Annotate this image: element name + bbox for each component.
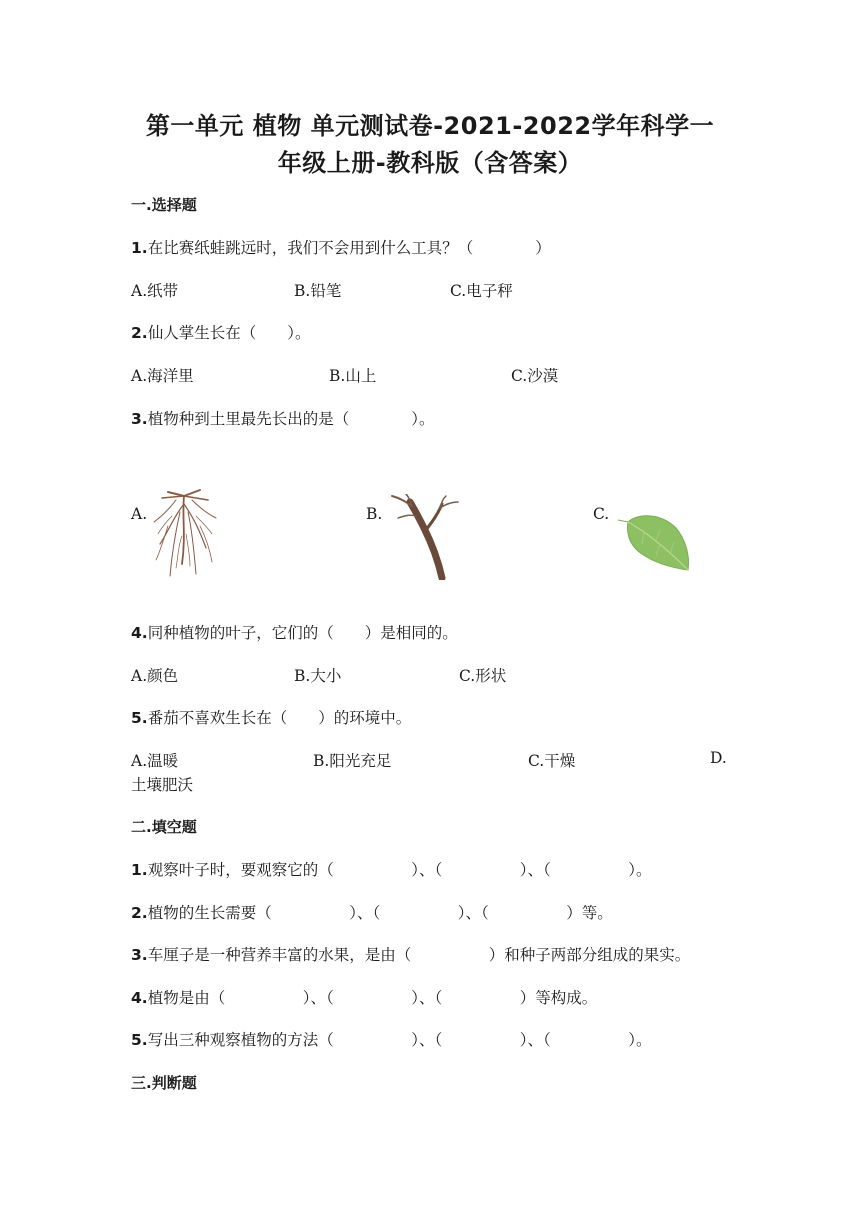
- question-2-5: [131, 1028, 651, 1050]
- question-text: 植物的生长需要（ ）、（ ）、（ ）等。: [147, 904, 613, 922]
- question-text: 同种植物的叶子，它们的（ ）是相同的。: [147, 624, 458, 642]
- option-a: A.海洋里: [131, 367, 194, 385]
- section-heading-fill: 二.填空题: [131, 818, 197, 836]
- document-title-line-2: 年级上册-教科版（含答案）: [277, 149, 583, 177]
- question-text: 仙人掌生长在（ ）。: [147, 324, 311, 342]
- option-b: B.铅笔: [294, 282, 342, 300]
- question-number: 1.: [131, 861, 148, 879]
- option-c: C.形状: [459, 667, 507, 685]
- option-c: C.: [593, 505, 610, 523]
- question-text: 番茄不喜欢生长在（ ）的环境中。: [147, 709, 412, 727]
- branch-image: [386, 494, 466, 580]
- option-b: B.大小: [294, 667, 342, 685]
- question-number: 2.: [131, 904, 148, 922]
- option-a: A.颜色: [131, 667, 179, 685]
- option-a: A.纸带: [131, 282, 179, 300]
- option-b: B.山上: [329, 367, 377, 385]
- option-d-wrap: 土壤肥沃: [131, 776, 194, 794]
- option-a: A.: [131, 505, 148, 523]
- question-text: 观察叶子时，要观察它的（ ）、（ ）、（ ）。: [147, 861, 652, 879]
- option-b: B.阳光充足: [313, 752, 392, 770]
- question-1-1: [131, 236, 551, 258]
- question-2-1: [131, 858, 651, 880]
- question-2-2: [131, 901, 613, 923]
- question-2-4: [131, 986, 597, 1008]
- section-heading-judge: 三.判断题: [131, 1074, 197, 1092]
- question-text: 植物种到土里最先长出的是（ ）。: [147, 410, 435, 428]
- question-number: 3.: [131, 946, 148, 964]
- question-number: 2.: [131, 324, 148, 342]
- question-number: 1.: [131, 239, 148, 257]
- question-2-3: [131, 943, 690, 965]
- option-c: C.沙漠: [511, 367, 559, 385]
- question-1-5: [131, 706, 411, 728]
- option-c: C.电子秤: [450, 282, 513, 300]
- document-title-line-1: 第一单元 植物 单元测试卷-2021-2022学年科学一: [145, 112, 715, 140]
- question-1-4: [131, 621, 458, 643]
- question-text: 车厘子是一种营养丰富的水果，是由（ ）和种子两部分组成的果实。: [147, 946, 691, 964]
- option-d: D.: [710, 749, 727, 767]
- question-text: 在比赛纸蛙跳远时，我们不会用到什么工具？（ ）: [147, 239, 551, 257]
- question-number: 4.: [131, 624, 148, 642]
- option-a: A.温暖: [131, 752, 179, 770]
- question-1-3: [131, 407, 434, 429]
- option-b: B.: [366, 505, 383, 523]
- roots-image: [148, 486, 220, 582]
- question-number: 3.: [131, 410, 148, 428]
- question-number: 5.: [131, 709, 148, 727]
- option-c: C.干燥: [528, 752, 576, 770]
- question-text: 写出三种观察植物的方法（ ）、（ ）、（ ）。: [147, 1031, 652, 1049]
- question-text: 植物是由（ ）、（ ）、（ ）等构成。: [147, 989, 598, 1007]
- section-heading-choice: 一.选择题: [131, 196, 197, 214]
- leaf-image: [616, 510, 692, 572]
- question-1-2: [131, 321, 310, 343]
- question-number: 4.: [131, 989, 148, 1007]
- question-number: 5.: [131, 1031, 148, 1049]
